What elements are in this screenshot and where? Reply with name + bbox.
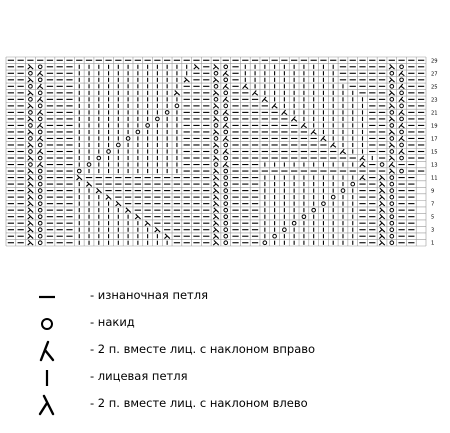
k2tog-left-lean (28, 234, 33, 239)
yarn-over (38, 65, 42, 69)
yarn-over (38, 182, 42, 186)
k2tog-left-lean (164, 234, 169, 239)
k2tog-left-lean (379, 208, 384, 213)
k2tog-left-lean (28, 77, 33, 82)
yarn-over (38, 189, 42, 193)
k2tog-left-lean (389, 90, 394, 95)
yarn-over (224, 78, 228, 82)
k2tog-left-lean (116, 201, 121, 206)
yarn-over (400, 104, 404, 108)
k2tog-left-lean (28, 169, 33, 174)
yarn-over (214, 124, 218, 128)
row-number-label: 25 (431, 84, 438, 91)
k2tog-left-lean (106, 195, 111, 200)
yarn-over (390, 71, 394, 75)
legend-item-purl (28, 285, 428, 309)
yarn-over (400, 65, 404, 69)
k2tog-right-lean (223, 84, 228, 89)
yarn-over (224, 176, 228, 180)
k2tog-left-lean (96, 188, 101, 193)
k2tog-right-lean (330, 143, 335, 148)
k2tog-left-lean (184, 77, 189, 82)
k2tog-left-lean (213, 175, 218, 180)
k2tog-left-lean (28, 90, 33, 95)
yarn-over (390, 124, 394, 128)
yarn-over (390, 228, 394, 232)
k2tog-right-lean (252, 90, 257, 95)
k2tog-left-lean (379, 182, 384, 187)
k2tog-right-lean (321, 136, 326, 141)
k2tog-left-lean (28, 208, 33, 213)
yarn-over (283, 228, 287, 232)
k2tog-right-lean (243, 84, 248, 89)
yarn-over (38, 117, 42, 121)
k2tog-right-lean (301, 123, 306, 128)
yarn-over (38, 104, 42, 108)
yarn-over (351, 182, 355, 186)
yarn-over (214, 163, 218, 167)
yarn-over (224, 195, 228, 199)
k2tog-left-lean (28, 214, 33, 219)
yarn-over (29, 124, 33, 128)
yarn-over (38, 91, 42, 95)
legend-item-yarn-over (28, 312, 428, 336)
yarn-over (312, 208, 316, 212)
yarn-over (400, 78, 404, 82)
k2tog-left-lean (379, 214, 384, 219)
k2tog-left-lean (28, 182, 33, 187)
yarn-over (341, 189, 345, 193)
yarn-over (38, 78, 42, 82)
yarn-over (77, 169, 81, 173)
yarn-over (38, 176, 42, 180)
k2tog-left-lean (213, 143, 218, 148)
k2tog-left-lean (28, 130, 33, 135)
k2tog-left-lean (28, 175, 33, 180)
yarn-over (224, 215, 228, 219)
k2tog-right-lean (399, 110, 404, 115)
k2tog-left-lean (28, 143, 33, 148)
k2tog-left-lean (213, 208, 218, 213)
yarn-over (390, 208, 394, 212)
k2tog-left-lean (28, 227, 33, 232)
k2tog-left-lean (379, 201, 384, 206)
legend-label-purl: - изнаночная петля (90, 288, 209, 302)
k2tog-left-lean (379, 175, 384, 180)
k2tog-left-lean (213, 201, 218, 206)
yarn-over (224, 65, 228, 69)
yarn-over (390, 176, 394, 180)
legend-label-k2tog-right: - 2 п. вместе лиц. с наклоном вправо (90, 342, 316, 356)
k2tog-right-lean (399, 84, 404, 89)
k2tog-left-lean (389, 104, 394, 109)
k2tog-left-lean (28, 104, 33, 109)
yarn-over (390, 137, 394, 141)
yarn-over (390, 98, 394, 102)
yarn-over (38, 241, 42, 245)
yarn-over (38, 208, 42, 212)
yarn-over (400, 117, 404, 121)
yarn-over (146, 124, 150, 128)
yarn-over (400, 169, 404, 173)
k2tog-right-lean (37, 71, 42, 76)
yarn-over (136, 130, 140, 134)
yarn-over (322, 202, 326, 206)
k2tog-left-lean (28, 195, 33, 200)
legend-label-k2tog-left: - 2 п. вместе лиц. с наклоном влево (90, 396, 308, 410)
yarn-over (107, 150, 111, 154)
k2tog-left-lean (389, 143, 394, 148)
yarn-over (224, 169, 228, 173)
k2tog-right-lean (389, 162, 394, 167)
yarn-over (224, 143, 228, 147)
yarn-over (390, 234, 394, 238)
yarn-over (400, 156, 404, 160)
yarn-over (29, 111, 33, 115)
k2tog-right-lean (311, 130, 316, 135)
yarn-over (38, 234, 42, 238)
yarn-over (224, 228, 228, 232)
k2tog-left-lean (213, 169, 218, 174)
k2tog-left-lean (213, 227, 218, 232)
k2tog-left-lean-icon (36, 393, 58, 417)
knit-bar-icon (36, 366, 58, 390)
yarn-over (390, 195, 394, 199)
yarn-over (29, 98, 33, 102)
row-number-label: 7 (431, 201, 435, 208)
yarn-over (224, 189, 228, 193)
k2tog-left-lean (213, 195, 218, 200)
k2tog-right-lean (399, 97, 404, 102)
yarn-over (38, 143, 42, 147)
legend-label-yarn-over: - накид (90, 315, 135, 329)
k2tog-right-lean (37, 110, 42, 115)
yarn-over (380, 163, 384, 167)
k2tog-left-lean (379, 221, 384, 226)
yarn-over (156, 117, 160, 121)
k2tog-left-lean (213, 104, 218, 109)
row-number-label: 3 (431, 227, 435, 234)
yarn-over (38, 228, 42, 232)
k2tog-right-lean (37, 97, 42, 102)
k2tog-left-lean (28, 156, 33, 161)
row-number-label: 17 (431, 136, 438, 143)
k2tog-left-lean (213, 77, 218, 82)
k2tog-left-lean (135, 214, 140, 219)
k2tog-right-lean (262, 97, 267, 102)
purl-dash-icon (36, 285, 58, 309)
row-number-label: 5 (431, 214, 435, 221)
yarn-over (224, 117, 228, 121)
k2tog-right-lean (223, 71, 228, 76)
k2tog-left-lean (28, 240, 33, 245)
yarn-over (331, 195, 335, 199)
k2tog-left-lean (28, 188, 33, 193)
k2tog-left-lean (213, 64, 218, 69)
yarn-over (390, 221, 394, 225)
yarn-over (390, 202, 394, 206)
yarn-over (390, 189, 394, 193)
yarn-over (390, 111, 394, 115)
k2tog-left-lean (28, 117, 33, 122)
yarn-over (224, 234, 228, 238)
k2tog-left-lean (379, 240, 384, 245)
k2tog-right-lean (37, 149, 42, 154)
k2tog-right-lean (223, 123, 228, 128)
row-number-label: 27 (431, 71, 438, 78)
yarn-over (224, 208, 228, 212)
k2tog-left-lean (379, 188, 384, 193)
yarn-over (214, 71, 218, 75)
yarn-over (390, 85, 394, 89)
k2tog-left-lean (213, 188, 218, 193)
k2tog-left-lean (213, 156, 218, 161)
k2tog-right-lean (399, 123, 404, 128)
k2tog-left-lean (28, 201, 33, 206)
yarn-over (29, 71, 33, 75)
yarn-over (400, 130, 404, 134)
k2tog-left-lean (86, 182, 91, 187)
k2tog-right-lean (37, 136, 42, 141)
yarn-over (214, 150, 218, 154)
yarn-over (224, 241, 228, 245)
yarn-over (38, 215, 42, 219)
k2tog-left-lean (213, 90, 218, 95)
yarn-over (214, 111, 218, 115)
yarn-over (292, 221, 296, 225)
k2tog-right-lean (399, 71, 404, 76)
k2tog-right-lean (360, 156, 365, 161)
k2tog-left-lean (379, 234, 384, 239)
k2tog-left-lean (389, 169, 394, 174)
yarn-over (224, 104, 228, 108)
yarn-over (390, 241, 394, 245)
yarn-over (126, 137, 130, 141)
k2tog-right-lean (399, 149, 404, 154)
k2tog-left-lean (77, 175, 82, 180)
k2tog-right-lean (223, 149, 228, 154)
yarn-over (117, 143, 121, 147)
row-number-label: 29 (431, 58, 438, 65)
yarn-over (29, 137, 33, 141)
legend-label-knit: - лицевая петля (90, 369, 188, 383)
k2tog-left-lean (213, 130, 218, 135)
legend-item-k2tog-right (28, 339, 428, 363)
k2tog-left-lean (389, 64, 394, 69)
yarn-over (87, 163, 91, 167)
k2tog-right-lean (223, 97, 228, 102)
k2tog-right-lean (360, 175, 365, 180)
yarn-over (38, 130, 42, 134)
k2tog-left-lean (174, 90, 179, 95)
k2tog-right-lean (291, 117, 296, 122)
k2tog-left-lean (155, 227, 160, 232)
yarn-over (400, 143, 404, 147)
row-number-label: 15 (431, 149, 438, 156)
yarn-over (29, 163, 33, 167)
k2tog-left-lean (213, 221, 218, 226)
yarn-over (390, 182, 394, 186)
row-number-label: 21 (431, 110, 438, 117)
k2tog-right-lean (37, 162, 42, 167)
yarn-over (38, 156, 42, 160)
k2tog-left-lean (145, 221, 150, 226)
k2tog-right-lean (37, 123, 42, 128)
yarn-over (175, 104, 179, 108)
row-number-label: 23 (431, 97, 438, 104)
k2tog-left-lean (213, 240, 218, 245)
k2tog-right-lean (223, 136, 228, 141)
k2tog-right-lean (340, 149, 345, 154)
k2tog-right-lean (37, 84, 42, 89)
yarn-over (214, 137, 218, 141)
yarn-over (302, 215, 306, 219)
k2tog-left-lean (194, 64, 199, 69)
k2tog-left-lean (389, 156, 394, 161)
k2tog-left-lean (213, 214, 218, 219)
k2tog-left-lean (389, 130, 394, 135)
k2tog-left-lean (379, 227, 384, 232)
row-number-label: 9 (431, 188, 435, 195)
row-number-label: 1 (431, 240, 435, 247)
k2tog-left-lean (379, 195, 384, 200)
yarn-over (224, 156, 228, 160)
yarn-over (224, 202, 228, 206)
row-number-label: 11 (431, 175, 438, 182)
yarn-over (38, 221, 42, 225)
yarn-over (38, 169, 42, 173)
k2tog-right-lean (399, 136, 404, 141)
k2tog-right-lean (282, 110, 287, 115)
legend-item-k2tog-left (28, 393, 428, 417)
yarn-over (273, 234, 277, 238)
legend-item-knit (28, 366, 428, 390)
yarn-over (214, 98, 218, 102)
k2tog-left-lean (389, 117, 394, 122)
k2tog-left-lean (213, 182, 218, 187)
yarn-over (214, 85, 218, 89)
yarn-over (29, 150, 33, 154)
k2tog-left-lean (389, 77, 394, 82)
yarn-over (165, 111, 169, 115)
yarn-over (97, 156, 101, 160)
yarn-over (38, 195, 42, 199)
k2tog-right-lean (223, 162, 228, 167)
yarn-over (38, 202, 42, 206)
yarn-over (224, 221, 228, 225)
row-number-label: 19 (431, 123, 438, 130)
k2tog-left-lean (125, 208, 130, 213)
yarn-over (390, 150, 394, 154)
k2tog-left-lean (213, 234, 218, 239)
k2tog-right-lean (223, 110, 228, 115)
yarn-over (224, 182, 228, 186)
row-number-label: 13 (431, 162, 438, 169)
yarn-over (400, 91, 404, 95)
yarn-over (29, 85, 33, 89)
k2tog-right-lean (360, 162, 365, 167)
k2tog-right-lean (272, 104, 277, 109)
yarn-over (224, 91, 228, 95)
yarn-over (263, 241, 267, 245)
k2tog-left-lean (28, 64, 33, 69)
yarn-over (224, 130, 228, 134)
k2tog-left-lean (28, 221, 33, 226)
k2tog-right-lean-icon (36, 339, 58, 363)
yarn-over (390, 215, 394, 219)
k2tog-left-lean (213, 117, 218, 122)
yarn-over-circle-icon (36, 312, 58, 336)
